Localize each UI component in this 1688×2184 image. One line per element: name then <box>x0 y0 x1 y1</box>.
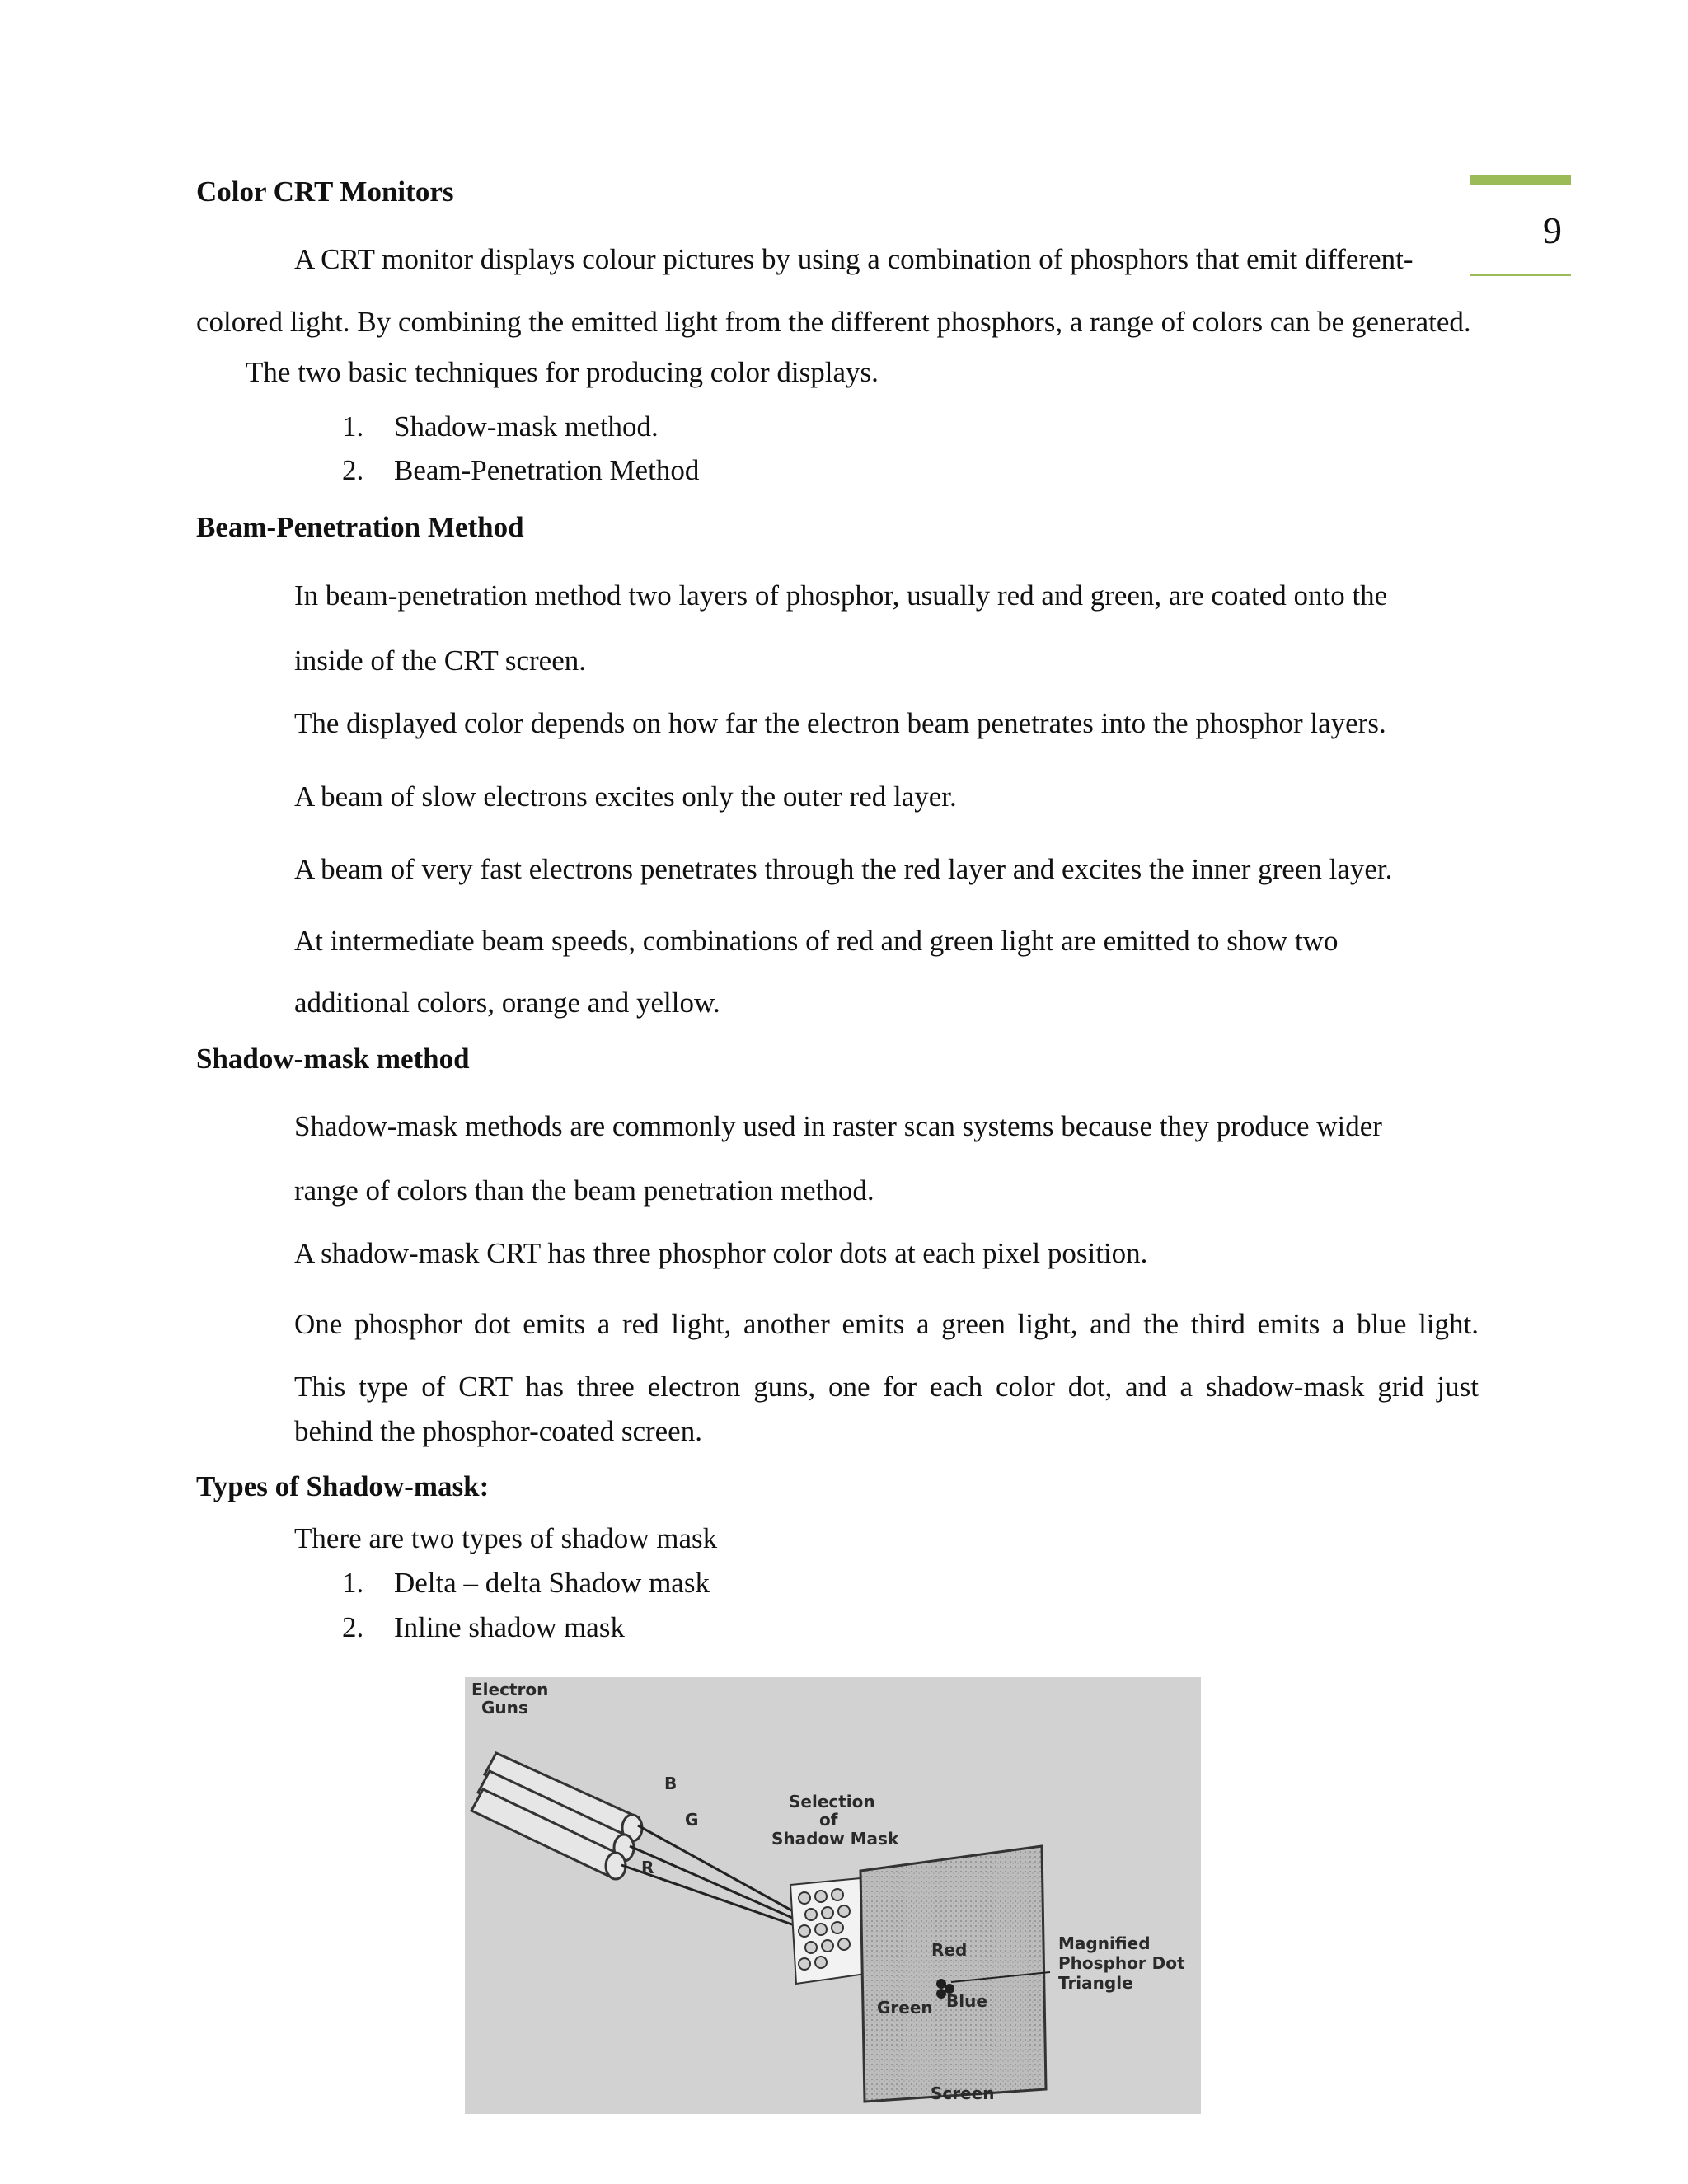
paragraph-line: This type of CRT has three electron guns, one for each color dot, and a shadow-mask grid just <box>294 1371 1479 1403</box>
paragraph-line: A shadow-mask CRT has three phosphor color dots at each pixel position. <box>294 1237 1148 1269</box>
heading-color-crt-monitors: Color CRT Monitors <box>196 176 454 208</box>
paragraph-line: colored light. By combining the emitted light from the different phosphors, a range of colors can be generated. <box>196 306 1471 338</box>
phosphor-screen <box>860 1846 1050 2102</box>
list-intro: The two basic techniques for producing color displays. <box>246 356 879 388</box>
paragraph-line: Shadow-mask methods are commonly used in raster scan systems because they produce wider <box>294 1110 1382 1142</box>
paragraph-line: In beam-penetration method two layers of phosphor, usually red and green, are coated onto the <box>294 579 1388 612</box>
label-green: Green <box>877 1998 933 2018</box>
label-screen: Screen <box>931 2083 995 2103</box>
label-blue: Blue <box>946 1991 987 2011</box>
label-section: Selection <box>789 1792 875 1811</box>
paragraph-line: The displayed color depends on how far the electron beam penetrates into the phosphor layers. <box>294 707 1386 739</box>
paragraph-line: One phosphor dot emits a red light, another emits a green light, and the third emits a blue light. <box>294 1308 1479 1340</box>
paragraph-line: additional colors, orange and yellow. <box>294 987 720 1019</box>
heading-beam-penetration: Beam-Penetration Method <box>196 511 524 543</box>
page-number-accent-bar <box>1470 175 1571 185</box>
list-item-number: 1. <box>342 1567 364 1599</box>
paragraph-line: range of colors than the beam penetration method. <box>294 1174 874 1207</box>
list-item: Delta – delta Shadow mask <box>394 1567 710 1599</box>
label-red: Red <box>931 1940 968 1960</box>
paragraph-line: A beam of slow electrons excites only the outer red layer. <box>294 780 957 813</box>
paragraph-line: inside of the CRT screen. <box>294 644 586 677</box>
list-item: Beam-Penetration Method <box>394 454 700 486</box>
label-magnified: Magnified <box>1058 1933 1151 1953</box>
label-guns: Guns <box>481 1698 528 1718</box>
page-number: 9 <box>1543 209 1562 251</box>
shadow-mask-section <box>790 1878 865 1984</box>
page-number-underline <box>1470 274 1571 276</box>
paragraph-line: At intermediate beam speeds, combinations of red and green light are emitted to show two <box>294 925 1339 957</box>
label-of: of <box>819 1810 838 1830</box>
list-intro: There are two types of shadow mask <box>294 1522 718 1554</box>
list-item-number: 1. <box>342 410 364 443</box>
label-phosphor-dot: Phosphor Dot <box>1058 1953 1185 1973</box>
label-g: G <box>685 1810 699 1830</box>
label-b: B <box>664 1774 678 1793</box>
paragraph-line: behind the phosphor-coated screen. <box>294 1415 702 1447</box>
shadow-mask-crt-figure <box>465 1677 1201 2114</box>
shadow-mask-diagram <box>465 1677 1201 2114</box>
paragraph-line: A beam of very fast electrons penetrates through the red layer and excites the inner green layer. <box>294 853 1393 885</box>
list-item-number: 2. <box>342 1611 364 1643</box>
list-item: Inline shadow mask <box>394 1611 625 1643</box>
electron-guns <box>471 1753 642 1879</box>
label-r: R <box>641 1858 654 1877</box>
list-item-number: 2. <box>342 454 364 486</box>
label-shadow-mask: Shadow Mask <box>771 1829 899 1849</box>
label-electron: Electron <box>471 1680 549 1699</box>
paragraph-line: A CRT monitor displays colour pictures by using a combination of phosphors that emit different- <box>294 243 1414 275</box>
heading-shadow-mask: Shadow-mask method <box>196 1043 470 1075</box>
heading-types-of-shadow-mask: Types of Shadow-mask: <box>196 1470 490 1502</box>
label-triangle: Triangle <box>1058 1973 1133 1993</box>
list-item: Shadow-mask method. <box>394 410 659 443</box>
